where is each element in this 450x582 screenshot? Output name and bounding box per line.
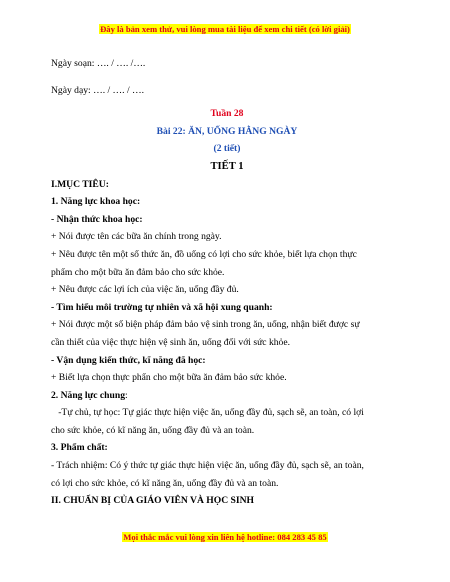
cognition-item-3: + Nêu được các lợi ích của việc ăn, uống đầy đủ. bbox=[51, 284, 239, 296]
cognition-item-1: + Nói được tên các bữa ăn chính trong ngày. bbox=[51, 231, 222, 243]
explore-heading: - Tìm hiểu môi trường tự nhiên và xã hội xung quanh: bbox=[51, 301, 273, 313]
cognition-item-2-line-1: + Nêu được tên một số thức ăn, đồ uống có lợi cho sức khỏe, biết lựa chọn thực bbox=[51, 248, 357, 260]
preview-notice-banner bbox=[0, 24, 450, 34]
science-competence-heading: 1. Năng lực khoa học: bbox=[51, 196, 141, 208]
general-heading-text: 2. Năng lực chung bbox=[51, 389, 125, 401]
explore-item-1-line-1: + Nói được một số biện pháp đảm bảo vệ sinh trong ăn, uống, nhận biết được sự bbox=[51, 319, 360, 331]
general-item-1-line-2: cho sức khỏe, có kĩ năng ăn, uống đầy đủ và an toàn. bbox=[51, 424, 255, 436]
apply-item-1: + Biết lựa chọn thực phẩn cho một bữa ăn đảm bảo sức khỏe. bbox=[51, 372, 287, 384]
objectives-heading: I.MỤC TIÊU: bbox=[51, 178, 109, 190]
period-title: TIẾT 1 bbox=[210, 160, 244, 172]
preparation-heading: II. CHUẨN BỊ CỦA GIÁO VIÊN VÀ HỌC SINH bbox=[51, 495, 255, 507]
apply-heading: - Vận dụng kiến thức, kĩ năng đã học: bbox=[51, 354, 206, 366]
lesson-title: Bài 22: ĂN, UỐNG HẰNG NGÀY bbox=[156, 125, 298, 137]
cognition-heading: - Nhận thức khoa học: bbox=[51, 213, 143, 225]
week-title: Tuần 28 bbox=[210, 108, 244, 120]
cognition-item-2-line-2: phẩm cho một bữa ăn đảm bảo cho sức khỏe. bbox=[51, 266, 225, 278]
hotline-notice-banner bbox=[0, 532, 450, 542]
qualities-item-1-line-2: có lợi cho sức khỏe, có kĩ năng ăn, uống đầy đủ và an toàn. bbox=[51, 477, 279, 489]
lesson-plan-body bbox=[51, 55, 403, 510]
lesson-duration: (2 tiết) bbox=[213, 143, 241, 155]
date-prepared: Ngày soạn: …. / …. /…. bbox=[51, 58, 146, 69]
general-item-1-line-1: -Tự chủ, tự học: Tự giác thực hiện việc ăn, uống đầy đủ, sạch sẽ, an toàn, có lợi bbox=[51, 407, 364, 419]
date-taught: Ngày dạy: …. / …. / …. bbox=[51, 84, 144, 96]
explore-item-1-line-2: cần thiết của việc thực hiện vệ sinh ăn, uống đối với sức khỏe. bbox=[51, 336, 290, 348]
hotline-notice-text: Mọi thắc mắc vui lòng xin liên hệ hotline: 084 283 45 85 bbox=[123, 532, 327, 542]
qualities-item-1-line-1: - Trách nhiệm: Có ý thức tự giác thực hiện việc ăn, uống đầy đủ, sạch sẽ, an toàn, bbox=[51, 460, 364, 472]
preview-notice-text: Đây là bản xem thử, vui lòng mua tài liệu để xem chi tiết (có lời giải) bbox=[100, 24, 350, 34]
general-competence-heading bbox=[51, 387, 403, 405]
general-heading-colon: : bbox=[125, 389, 128, 401]
qualities-heading: 3. Phẩm chất: bbox=[51, 442, 108, 454]
